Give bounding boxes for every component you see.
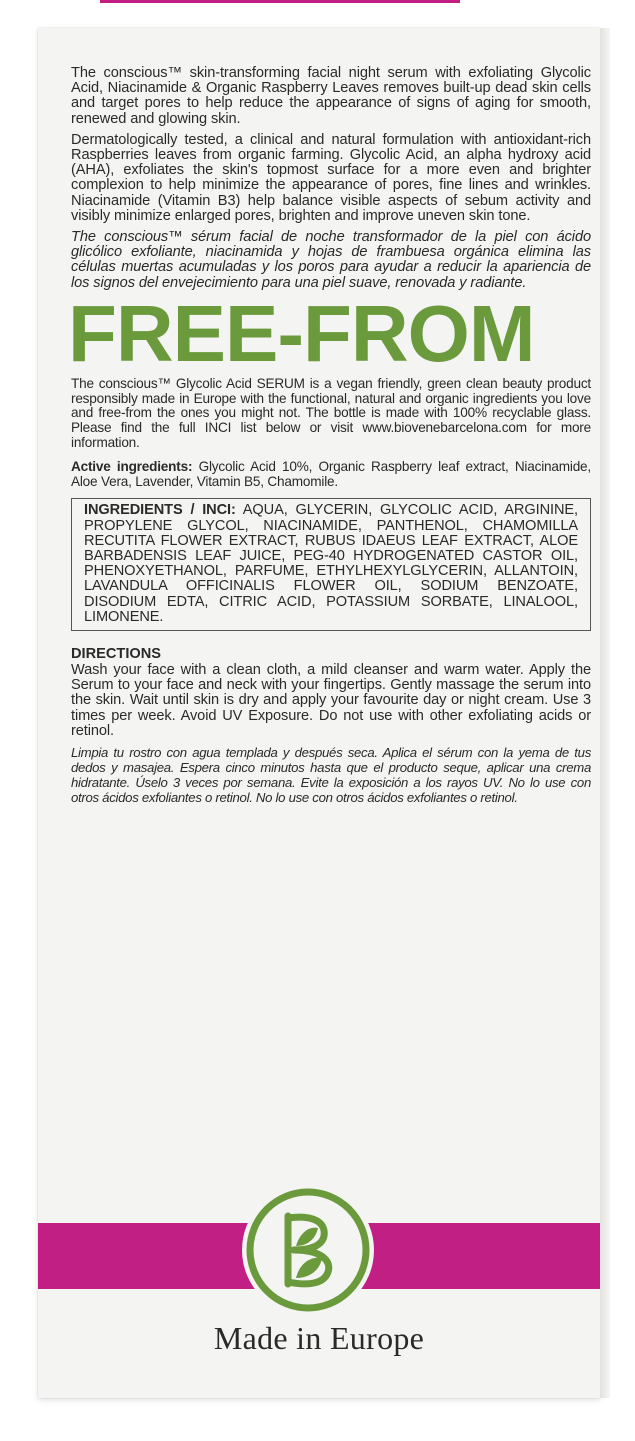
inci-label: INGREDIENTS / INCI: [84,502,236,519]
dermatologically-tested-text: Dermatologically tested, a clinical and natural formulation with antioxidant-rich Raspberries leaves from organic farming. Glycolic Acid, an alpha hydroxy acid (AHA), exfoliates the skin's topmost surface for a more even and brighter complexion to help minimize the appearance of pores, fine lines and wrinkles. Niacinamide (Vitamin B3) help balance visible aspects of sebum activity and visibly minimize enlarged pores, brighten and improve uneven skin tone. [71,131,591,224]
inci-paragraph [84,503,578,625]
active-ingredients-label: Active ingredients: [71,458,193,474]
inci-list: AQUA, GLYCERIN, GLYCOLIC ACID, ARGININE, PROPYLENE GLYCOL, NIACINAMIDE, PANTHENOL, CHAMOMILLA RECUTITA FLOWER EXTRACT, RUBUS IDAEUS LEAF EXTRACT, ALOE BARBADENSIS LEAF JUICE, PEG-40 HYDROGENATED CASTOR OIL, PHENOXYETHANOL, PARFUME, ETHYLHEXYLGLYCERIN, ALLANTOIN, LAVANDULA OFFICINALIS FLOWER OIL, SODIUM BENZOATE, DISODIUM EDTA, CITRIC ACID, POTASSIUM SORBATE, LINALOOL, LIMONENE. [84,502,578,625]
top-accent-stripe [100,0,460,3]
brand-logo-icon [238,1180,378,1320]
free-from-heading: FREE-FROM [68,288,535,378]
free-from-text: The conscious™ Glycolic Acid SERUM is a vegan friendly, green clean beauty product responsibly made in Europe with the functional, natural and organic ingredients you love and free-from the ones you might not. The bottle is made with 100% recyclable glass. Please find the full INCI list below or visit www.biovenebarcelona.com for more information. [71,375,591,451]
active-ingredients-list: Glycolic Acid 10%, Organic Raspberry leaf extract, Niacinamide, Aloe Vera, Lavender, Vitamin B5, Chamomile. [71,458,591,489]
box-side-edge [600,28,610,1398]
active-ingredients [71,460,591,490]
directions-english: Wash your face with a clean cloth, a mild cleanser and warm water. Apply the Serum to your face and neck with your fingertips. Gently massage the serum into the skin. Wait until skin is dry and apply your favourite day or night cream. Use 3 times per week. Avoid UV Exposure. Do not use with other exfoliating acids or retinol. [71,662,591,739]
intro-spanish: The conscious™ sérum facial de noche transformador de la piel con ácido glicólico exfoliante, niacinamida y hojas de frambuesa orgánica elimina las células muertas acumuladas y los poros para ayudar a reducir la apariencia de los signos del envejecimiento para una piel suave, renovada y radiante. [71,229,591,291]
inci-box [71,498,591,631]
intro-english: The conscious™ skin-transforming facial night serum with exfoliating Glycolic Acid, Niacinamide & Organic Raspberry Leaves removes built-up dead skin cells and target pores to help reduce the appearance of signs of aging for smooth, renewed and glowing skin. [71,65,591,127]
packaging-panel [38,28,600,1398]
panel-content [68,65,591,806]
made-in-europe: Made in Europe [213,1320,425,1356]
directions-title: DIRECTIONS [71,646,161,663]
directions-spanish: Limpia tu rostro con agua templada y después seca. Aplica el sérum con la yema de tus dedos y masajea. Espera cinco minutos hasta que el producto seque, aplicar una crema hidratante. Úselo 3 veces por semana. Evite la exposición a los rayos UV. No lo use con otros ácidos exfoliantes o retinol. No lo use con otros ácidos exfoliantes o retinol. [71,745,591,806]
